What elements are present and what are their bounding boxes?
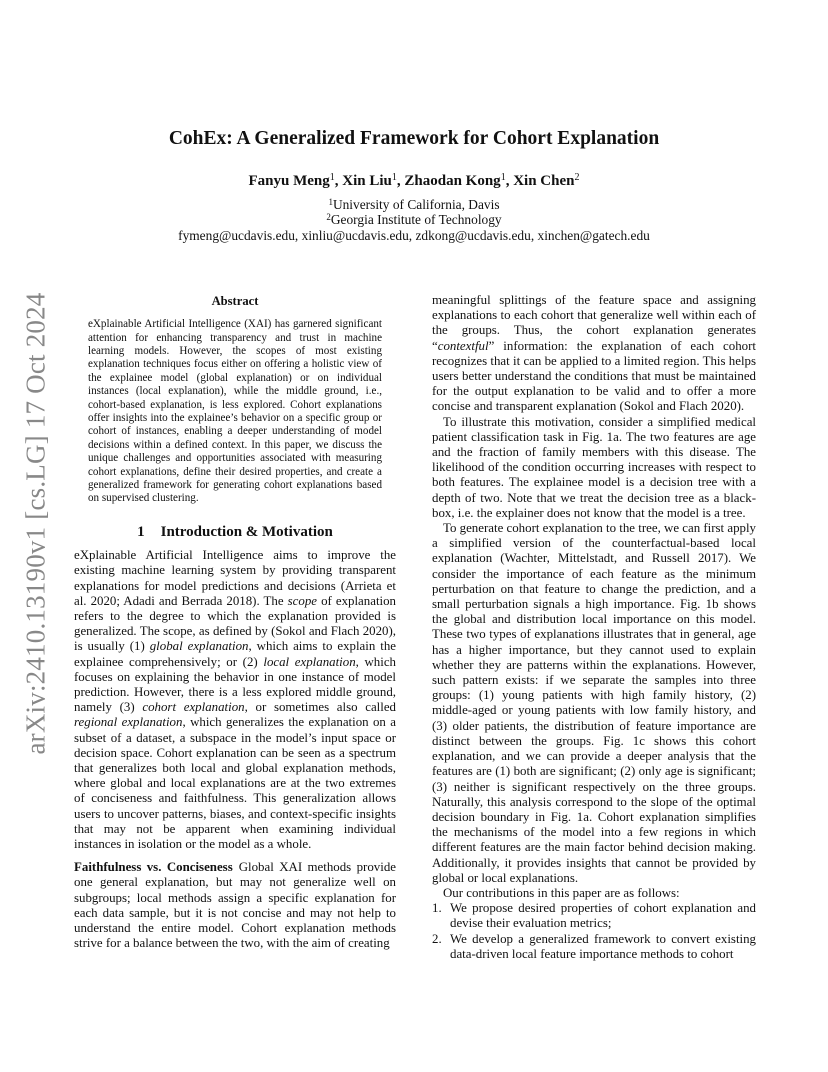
list-item: 2. We develop a generalized framework to convert existing data-driven local feature importance methods to cohort (432, 931, 756, 961)
author-list (0, 172, 828, 190)
author: Fanyu Meng$^1$, (248, 172, 343, 189)
author: Xin Chen$^2$ (513, 172, 580, 189)
arxiv-identifier (14, 288, 58, 758)
body-paragraph: To generate cohort explanation to the tree, we can first apply a simplified version of the counterfactual-based local explanation (Wachter, Mittelstadt, and Russell 2017). We consider the importance of each feature as the minimum perturbation on that feature to change the prediction, and a small perturbation signals a high importance. Fig. 1b shows the global and distribution local importance on this model. These two types of explanations illustrates that in general, age has a higher importance, but they cannot used to explain whether they are patterns within the explanations. However, such pattern exists: if we separate the samples into three groups: (1) young patients with high family history, (2) middle-aged or young patients with low family history, and (3) older patients, the distribution of feature importance are distinct between the groups. Fig. 1c shows this cohort explanation, and we can provide a deeper analysis that the features are (1) both are significant; (2) only age is significant; (3) neither is significant respectively on the three groups. Naturally, this analysis correspond to the slope of the optimal decision boundary in Fig. 1a. Cohort explanation simplifies the mechanisms of the model into a few regions in which different features are the main factor behind decision making. Additionally, it provides insights that cannot be provided by global or local explanations. (432, 521, 757, 885)
affiliation: $^1$University of California, Davis (328, 197, 500, 212)
intro-paragraph: eXplainable Artificial Intelligence aims to improve the existing machine learning system by providing transparent explanations for model predictions and decisions (Arrieta et al. 2020; Adadi and Berrada 2018). The scope of explanation refers to the degree to which the explanation provided is generalized. The scope, as defined by (Sokol and Flach 2020), is usually (1) global explanation, which aims to explain the explainee comprehensively; or (2) local explanation, which focuses on explaining the behavior in one instance of model prediction. However, there is a less explored middle ground, namely (3) cohort explanation, or sometimes also called regional explanation, which generalizes the explanation on a subset of a dataset, a subspace in the model’s input space or decision space. Cohort explanation can be seen as a spectrum that generalizes both local and global explanation methods, where global and local explanations are at the two extremes of conciseness and faithfulness. This generalization allows users to uncover patterns, biases, and context-specific insights that may not be apparent when examining individual instances in isolation or the model as a whole. (74, 548, 397, 851)
section-heading: 1 Introduction & Motivation (137, 523, 333, 540)
arxiv-identifier-text: arXiv:2410.13190v1 [cs.LG] 17 Oct 2024 (20, 291, 51, 755)
abstract-text: eXplainable Artificial Intelligence (XAI) has garnered significant attention for enhancing transparency and trust in machine learning models. However, the scopes of most existing explanation techniques focus either on offering a holistic view of the explainee model (global explanation) or on individual instances (local explanation), while the middle ground, i.e., cohort-based explanation, is less explored. Cohort explanations offer insights into the explainee’s behavior on a specific group or cohort of instances, enabling a deeper understanding of model decisions within a defined context. In this paper, we discuss the unique challenges and opportunities associated with measuring cohort explanations, define their desired properties, and create a generalized framework for generating cohort explanations based on supervised clustering. (88, 318, 382, 505)
body-paragraph: meaningful splittings of the feature space and assigning explanations to each cohort that generalize well within each of the groups. Thus, the cohort explanation generates “contextful” information: the explanation of each cohort recognizes that it can be applied to a limited region. This helps users better understand the conditions that must be maintained for the output explanation to be valid and to offer a more concise and transparent explanation (Sokol and Flach 2020). (432, 293, 756, 414)
author: Zhaodan Kong$^1$, (404, 172, 514, 189)
body-paragraph: To illustrate this motivation, consider a simplified medical patient classification task in Fig. 1a. The two features are age and the fraction of family members with this disease. The likelihood of the condition occurring increases with respect to both features. The explainee model is a decision tree with a depth of two. Note that we treat the decision tree as a black-box, i.e. the explainer does not know that the model is a tree. (432, 414, 756, 520)
author: Xin Liu$^1$, (342, 172, 405, 189)
contributions-list (432, 901, 756, 962)
faithfulness-paragraph: Faithfulness vs. Conciseness Global XAI methods provide one general explanation, but may not generalize well on subgroups; local methods assign a specific explanation for each data sample, but it is not concise and may not help to understand the entire model. Cohort explanation methods strive for a balance between the two, with the aim of creating (74, 860, 396, 951)
abstract-heading: Abstract (211, 294, 259, 308)
affiliation: $^2$Georgia Institute of Technology (326, 212, 502, 227)
right-column (432, 293, 756, 962)
run-in-heading: Faithfulness vs. Conciseness (74, 860, 233, 875)
paper-title: CohEx: A Generalized Framework for Cohort Explanation (168, 128, 660, 149)
contributions-intro: Our contributions in this paper are as follows: (443, 885, 680, 900)
left-column (74, 294, 396, 951)
list-item: 1. We propose desired properties of cohort explanation and devise their evaluation metrics; (432, 901, 756, 931)
author-emails: fymeng@ucdavis.edu, xinliu@ucdavis.edu, zdkong@ucdavis.edu, xinchen@gatech.edu (178, 228, 650, 243)
